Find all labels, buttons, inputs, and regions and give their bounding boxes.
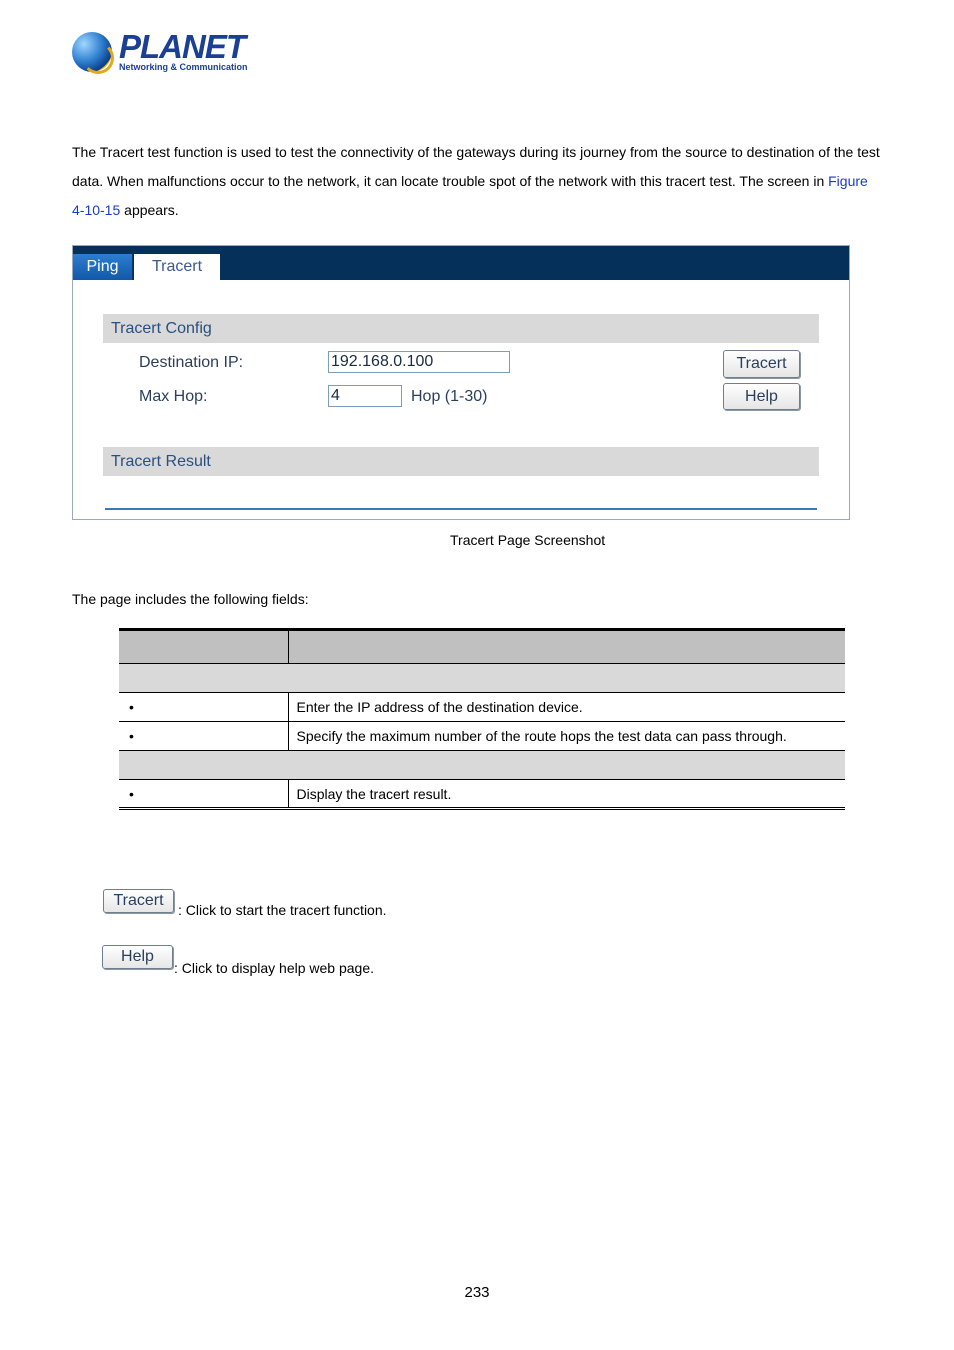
table-group-row [119,664,845,693]
tab-ping[interactable]: Ping [73,254,133,280]
table-group-cell [119,751,845,780]
table-header-cell [288,630,845,664]
destination-ip-label: Destination IP: [139,354,244,371]
intro-text: The Tracert test function is used to test the connectivity of the gateways during its journey from the source to destination of the test data. When malfunctions occur to the network, it can locate trouble spot of the network with this tracert test. The screen in [72,144,880,189]
max-hop-hint: Hop (1-30) [411,388,488,405]
figure-link[interactable]: Figure 4-10-15 [72,173,868,218]
tracert-screenshot [72,245,850,520]
tab-bar [73,246,849,280]
table-row [119,780,845,809]
legend-help-button[interactable]: Help [102,945,173,969]
logo-tagline: Networking & Communication [119,62,248,72]
table-cell-object [119,780,288,809]
legend-tracert-button[interactable]: Tracert [103,889,174,913]
intro-paragraph [72,138,882,225]
table-group-row [119,751,845,780]
result-divider [105,508,817,510]
table-cell-description: Specify the maximum number of the route hops the test data can pass through. [288,722,845,751]
fields-table [119,628,845,810]
logo-wordmark: PLANET [119,28,245,65]
figure-caption: Tracert Page Screenshot [450,532,606,548]
fields-intro: The page includes the following fields: [72,591,309,607]
intro-text-end: appears. [120,202,179,218]
planet-logo [72,28,248,76]
legend-help-desc: : Click to display help web page. [174,960,374,976]
table-cell-object [119,722,288,751]
bullet: • [129,785,134,802]
max-hop-input[interactable] [328,385,402,407]
table-row [119,693,845,722]
bullet: • [129,728,134,744]
tab-tracert[interactable]: Tracert [134,254,220,280]
tracert-result-header: Tracert Result [103,447,819,476]
page-number: 233 [464,1284,490,1301]
tracert-config-header: Tracert Config [103,314,819,343]
table-cell-description: Display the tracert result. [288,780,845,809]
tracert-button[interactable]: Tracert [723,350,800,378]
table-header-row [119,630,845,664]
destination-ip-input[interactable] [328,351,510,373]
bullet: • [129,699,134,715]
table-row [119,722,845,751]
table-cell-description: Enter the IP address of the destination device. [288,693,845,722]
max-hop-label: Max Hop: [139,388,208,405]
globe-icon [72,32,112,72]
legend-tracert-desc: : Click to start the tracert function. [178,902,387,918]
table-cell-object [119,693,288,722]
table-group-cell [119,664,845,693]
table-header-cell [119,630,288,664]
help-button[interactable]: Help [723,383,800,410]
